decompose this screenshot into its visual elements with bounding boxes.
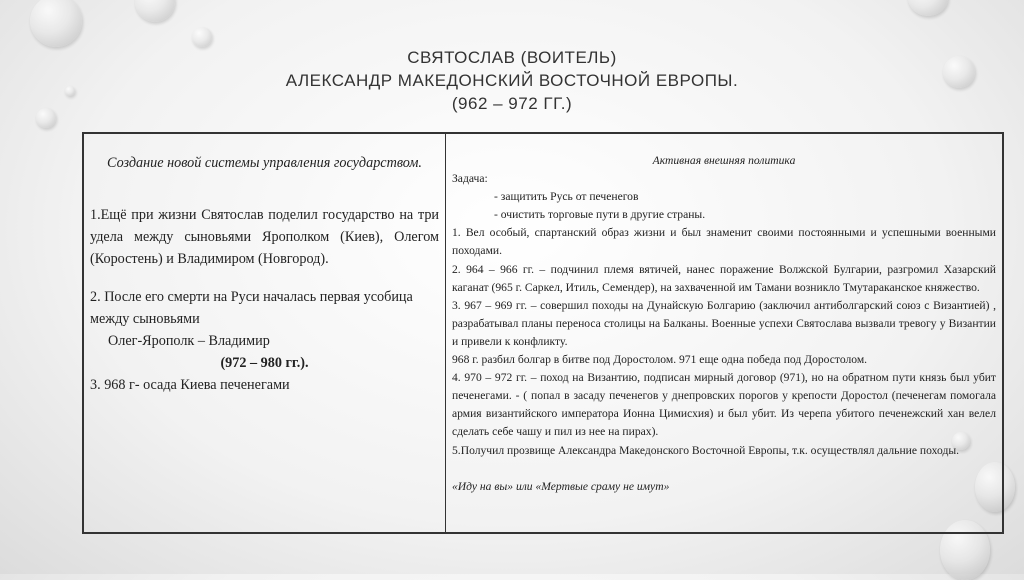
left-point-2-years: (972 – 980 гг.). (220, 355, 309, 371)
water-drop-decoration (135, 0, 175, 22)
left-column (84, 134, 446, 532)
content-table (82, 132, 1004, 534)
right-quote: «Иду на вы» или «Мертвые сраму не имут» (452, 479, 670, 493)
task-item-2: - очистить торговые пути в другие страны. (494, 208, 706, 222)
right-point-4: 4. 970 – 972 гг. – поход на Византию, подписан мирный договор (971), но на обратном пути князь был убит печенегами. - ( попал в засаду печенегов у днепровских порогов у крепости Доростол (печенегам помогала армия византийского императора Ионна Цимисхия) и был убит. Из черепа убитого печенежский хан велел сделать себе чашу и пил из нее на пирах). (452, 371, 996, 439)
title-line-3: (962 – 972 ГГ.) (451, 94, 573, 113)
right-point-3-note: 968 г. разбил болгар в битве под Доростолом. 971 еще одна победа под Доростолом. (452, 353, 868, 367)
left-point-2-rivals: Олег-Ярополк – Владимир (108, 333, 270, 349)
left-point-2: 2. После его смерти на Руси началась первая усобица между сыновьями (90, 289, 413, 327)
water-drop-decoration (192, 27, 212, 47)
task-item-1: - защитить Русь от печенегов (494, 190, 639, 204)
left-point-1: 1.Ещё при жизни Святослав поделил государство на три удела между сыновьями Ярополком (Киев), Олегом (Коростень) и Владимиром (Новгород). (90, 207, 439, 267)
right-point-5: 5.Получил прозвище Александра Македонского Восточной Европы, т.к. осуществлял дальние походы. (452, 443, 960, 457)
right-point-3: 3. 967 – 969 гг. – совершил походы на Дунайскую Болгарию (заключил антиболгарский союз с Византией) , разрабатывал планы переноса столицы на Балканы. Военные успехи Святослава вызвали тревогу у Византии и привели к конфликту. (452, 298, 996, 348)
left-point-3: 3. 968 г- осада Киева печенегами (90, 377, 290, 393)
task-label: Задача: (452, 172, 488, 186)
right-column (446, 134, 1002, 532)
right-point-1: 1. Вел особый, спартанский образ жизни и был знаменит своими постоянными и успешными военными походами. (452, 226, 996, 258)
title-line-1: СВЯТОСЛАВ (ВОИТЕЛЬ) (407, 48, 617, 67)
title-line-2: АЛЕКСАНДР МАКЕДОНСКИЙ ВОСТОЧНОЙ ЕВРОПЫ. (285, 71, 739, 90)
right-heading: Активная внешняя политика (652, 154, 796, 167)
right-point-2: 2. 964 – 966 гг. – подчинил племя вятичей, нанес поражение Волжской Булгарии, разгромил Хазарский каганат (965 г. Саркел, Итиль, Семендер), на захваченной им Тамани возникло Тмутараканское княжество. (452, 262, 996, 294)
water-drop-decoration (908, 0, 948, 16)
left-heading: Создание новой системы управления государством. (107, 155, 422, 171)
water-drop-decoration (30, 0, 82, 47)
slide-title (0, 46, 1024, 115)
